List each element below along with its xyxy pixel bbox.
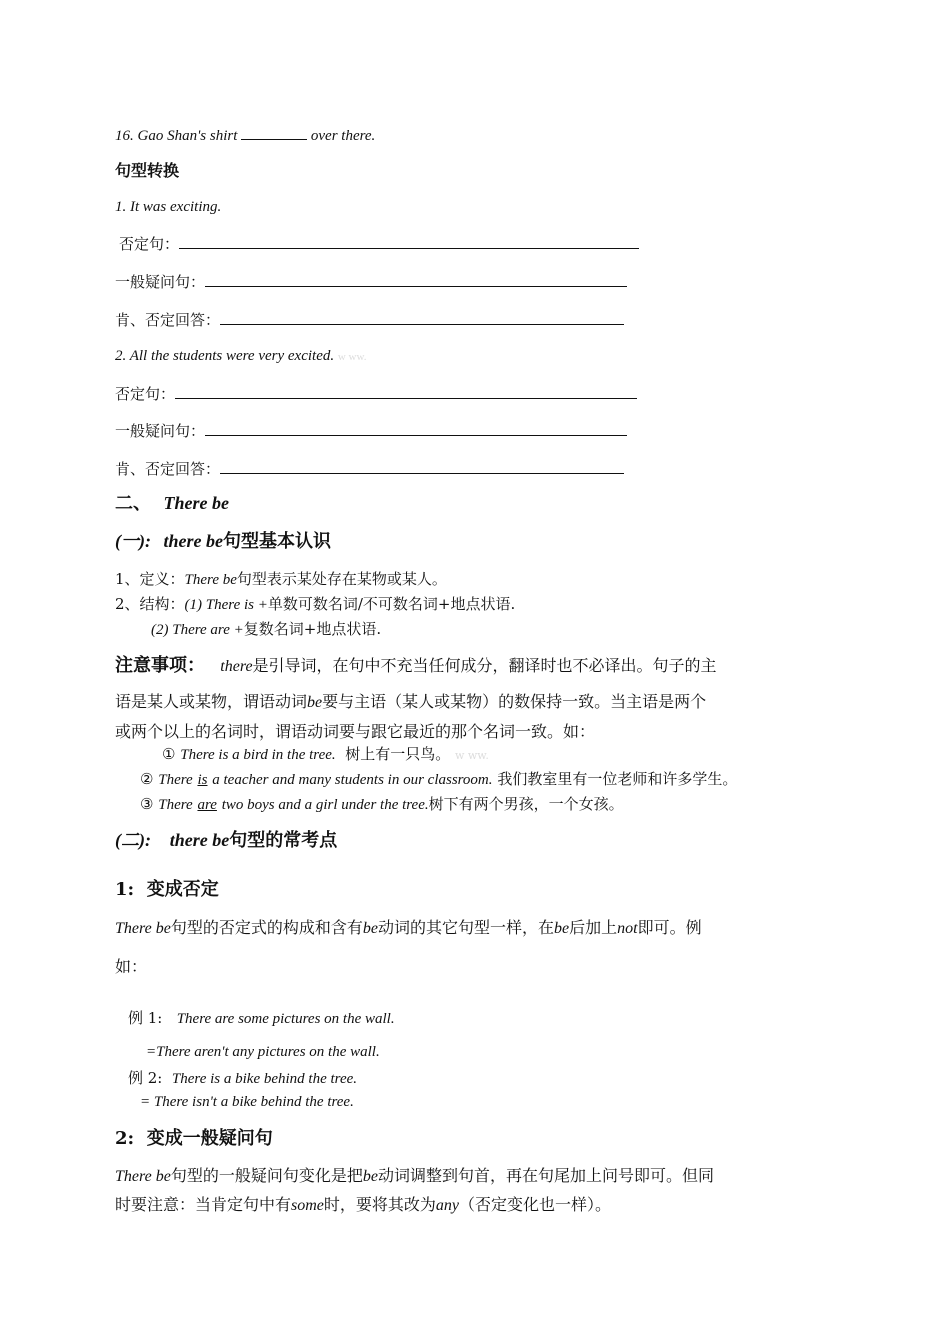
negative-example-1b: =There aren't any pictures on the wall. bbox=[146, 1044, 380, 1060]
point-2-heading: 2: 变成一般疑问句 bbox=[115, 1128, 273, 1149]
question-16: 16. Gao Shan's shirt over there. bbox=[115, 125, 375, 146]
negative-example-2: 例 2: There is a bike behind the tree. bbox=[128, 1069, 358, 1087]
watermark: w ww. bbox=[454, 749, 489, 762]
sentence-1: 1. It was exciting. bbox=[115, 199, 222, 215]
structure-line-2: (2) There are +复数名词+地点状语. bbox=[151, 620, 382, 638]
s2-answer-row: 肯、否定回答： bbox=[115, 459, 624, 479]
note-line-3: 或两个以上的名词时，谓语动词要与跟它最近的那个名词一致。如： bbox=[115, 722, 596, 741]
question-line-2: 时要注意：当肯定句中有some时，要将其改为any（否定变化也一样）。 bbox=[115, 1195, 612, 1214]
negative-line-2: 如： bbox=[115, 957, 148, 976]
s2-negative-row: 否定句： bbox=[115, 384, 637, 404]
question-paragraph bbox=[115, 1162, 837, 1220]
question-line-1: There be句型的一般疑问句变化是把be动词调整到句首，再在句尾加上问号即可。但同 bbox=[115, 1166, 714, 1185]
watermark: w ww. bbox=[337, 351, 367, 363]
note-line-2: 语是某人或某物，谓语动词be要与主语（某人或某物）的数保持一致。当主语是两个 bbox=[115, 692, 707, 711]
answer-blank[interactable] bbox=[220, 459, 624, 474]
example-2: ② There is a teacher and many students in our classroom. 我们教室里有一位老师和许多学生。 bbox=[140, 770, 738, 788]
section-2-heading: 二、 There be bbox=[115, 493, 230, 514]
s1-question-row: 一般疑问句： bbox=[115, 272, 627, 292]
answer-blank[interactable] bbox=[175, 384, 637, 399]
s1-answer-row: 肯、否定回答： bbox=[115, 310, 624, 330]
note-line-1: 注意事项： there是引导词，在句中不充当任何成分，翻译时也不必译出。句子的主 bbox=[115, 655, 717, 676]
negative-example-1: 例 1: There are some pictures on the wall. bbox=[128, 1009, 395, 1027]
sentence-2: 2. All the students were very excited. w ww. bbox=[115, 348, 367, 364]
definition-line: 1、定义：There be句型表示某处存在某物或某人。 bbox=[115, 570, 447, 588]
negative-line-1: There be句型的否定式的构成和含有be动词的其它句型一样，在be后加上not即可。例 bbox=[115, 918, 702, 937]
negative-example-2b: = There isn't a bike behind the tree. bbox=[140, 1094, 354, 1110]
answer-blank[interactable] bbox=[205, 272, 627, 287]
answer-blank[interactable] bbox=[179, 234, 639, 249]
note-paragraph bbox=[115, 650, 837, 742]
example-1: ① There is a bird in the tree. 树上有一只鸟。 w ww. bbox=[162, 745, 489, 763]
answer-blank[interactable] bbox=[205, 421, 627, 436]
point-1-heading: 1: 变成否定 bbox=[115, 879, 219, 900]
section-title-conversion: 句型转换 bbox=[115, 161, 180, 180]
example-3: ③ There are two boys and a girl under the tree.树下有两个男孩，一个女孩。 bbox=[140, 795, 624, 813]
negative-paragraph bbox=[115, 912, 837, 989]
answer-blank[interactable] bbox=[220, 310, 624, 325]
subsection-1-heading: (一): there be句型基本认识 bbox=[115, 531, 332, 552]
s2-question-row: 一般疑问句： bbox=[115, 421, 627, 441]
structure-line-1: 2、结构：(1) There is +单数可数名词/不可数名词+地点状语. bbox=[115, 595, 516, 613]
subsection-2-heading: (二): there be句型的常考点 bbox=[115, 830, 338, 851]
answer-blank[interactable] bbox=[241, 125, 307, 140]
s1-negative-row: 否定句： bbox=[119, 234, 639, 254]
